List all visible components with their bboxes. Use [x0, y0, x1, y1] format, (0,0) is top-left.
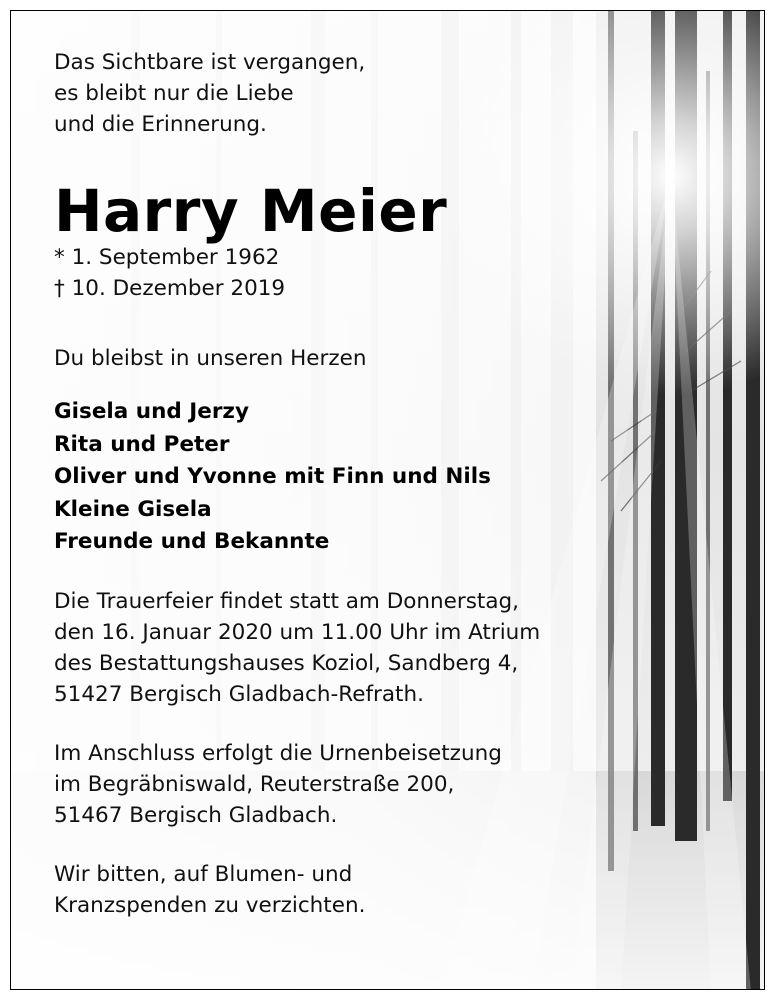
death-date: † 10. Dezember 2019 [54, 276, 286, 301]
request-line: Wir bitten, auf Blumen- und [54, 861, 353, 887]
request-line: Kranzspenden zu verzichten. [54, 892, 366, 918]
obituary-card [10, 10, 765, 990]
mourner: Kleine Gisela [54, 496, 212, 522]
burial-line: 51467 Bergisch Gladbach. [54, 802, 338, 828]
epitaph-line: und die Erinnerung. [54, 112, 267, 137]
service-line: den 16. Januar 2020 um 11.00 Uhr im Atrium [54, 619, 541, 645]
service-line: 51427 Bergisch Gladbach-Refrath. [54, 681, 424, 707]
epitaph [54, 47, 594, 140]
mourner: Oliver und Yvonne mit Finn und Nils [54, 464, 491, 489]
flowers-request [54, 859, 594, 921]
burial-line: Im Anschluss erfolgt die Urnenbeisetzung [54, 740, 502, 766]
mourners-list [54, 396, 594, 559]
birth-date: * 1. September 1962 [54, 245, 280, 270]
mourner: Gisela und Jerzy [54, 399, 249, 424]
life-dates [54, 242, 594, 304]
funeral-service-info [54, 586, 594, 710]
service-line: des Bestattungshauses Koziol, Sandberg 4, [54, 650, 519, 676]
burial-info [54, 738, 594, 831]
epitaph-line: Das Sichtbare ist vergangen, [54, 50, 366, 75]
service-line: Die Trauerfeier findet statt am Donnerstag, [54, 588, 520, 614]
farewell-line: Du bleibst in unseren Herzen [54, 346, 367, 371]
obituary-content [54, 47, 594, 921]
mourner: Rita und Peter [54, 431, 230, 457]
epitaph-line: es bleibt nur die Liebe [54, 81, 294, 106]
mourner: Freunde und Bekannte [54, 529, 330, 554]
deceased-name: Harry Meier [54, 177, 448, 245]
burial-line: im Begräbniswald, Reuterstraße 200, [54, 771, 455, 797]
farewell-text [54, 343, 594, 374]
